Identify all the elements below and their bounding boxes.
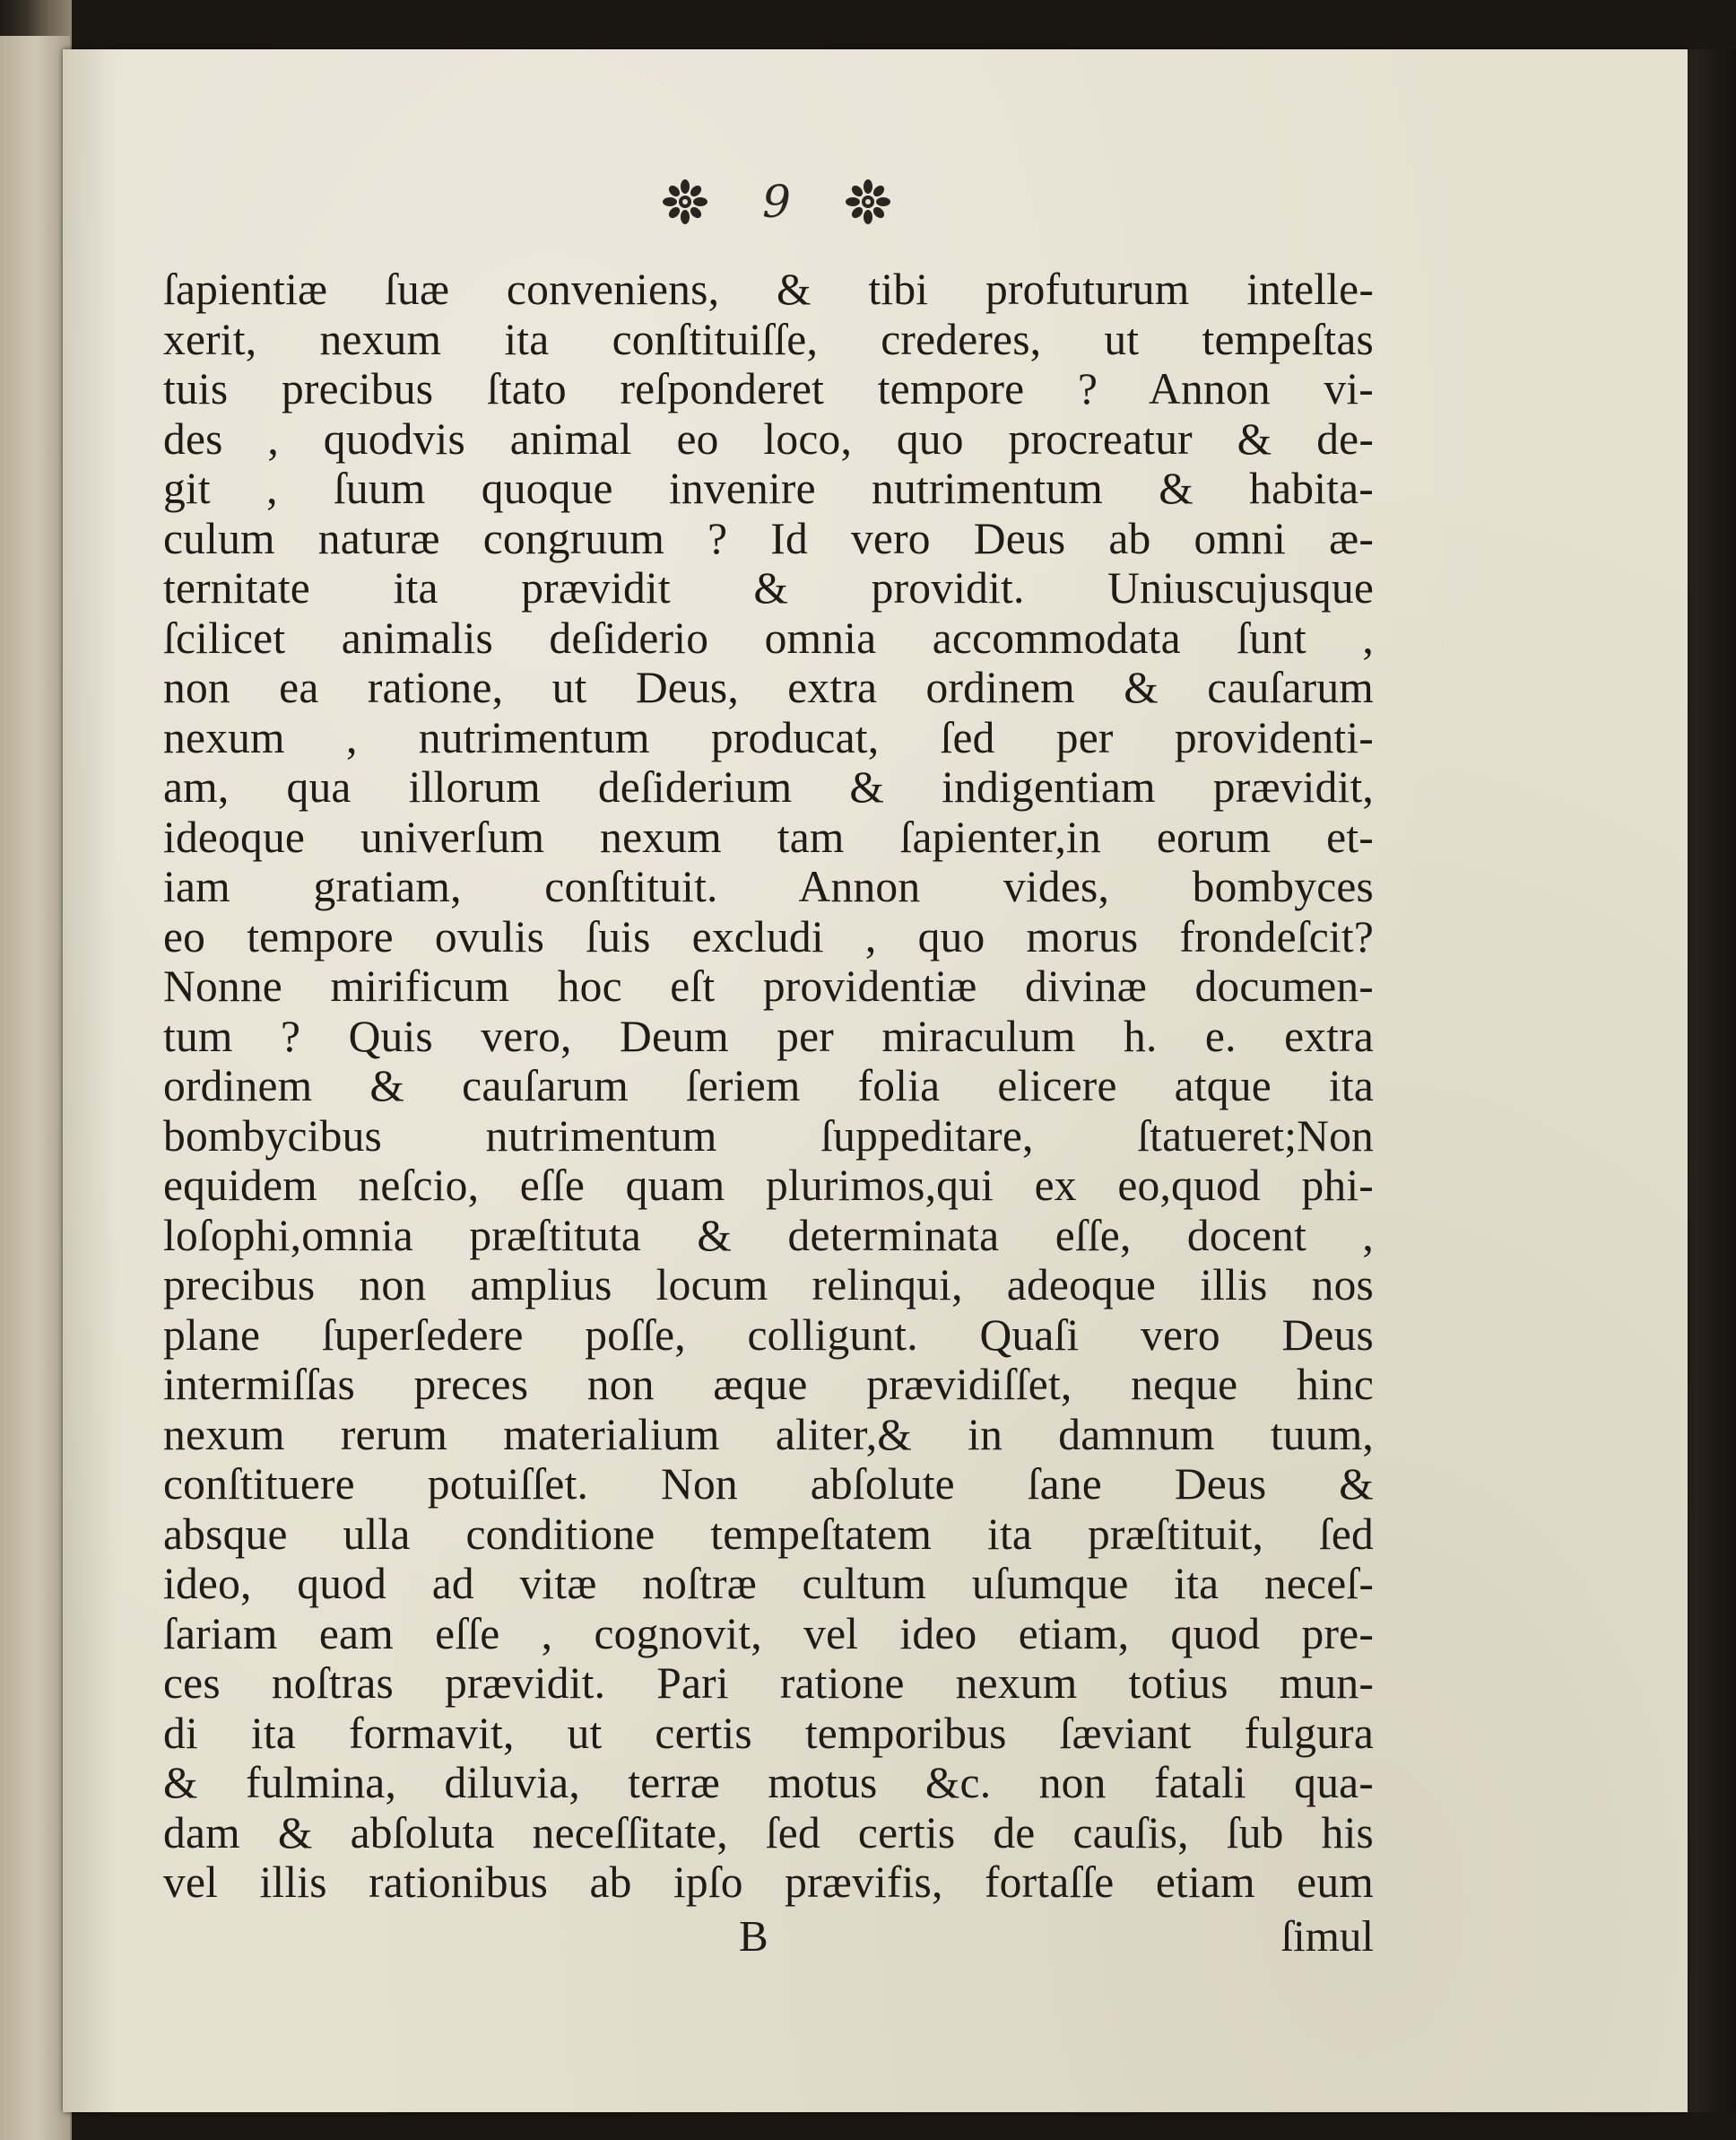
text-line: am, qua illorum deſiderium & indigentiam prævidit,	[163, 762, 1374, 812]
text-line: equidem neſcio, eſſe quam plurimos,qui ex eo,quod phi-	[163, 1161, 1374, 1210]
text-line: ideoque univerſum nexum tam ſapienter,in eorum et-	[163, 812, 1374, 862]
book-page	[63, 49, 1688, 2112]
page-number: 9	[762, 176, 791, 228]
text-line: Nonne mirificum hoc eſt providentiæ divinæ documen-	[163, 961, 1374, 1011]
text-line: dam & abſoluta neceſſitate, ſed certis de cauſis, ſub his	[163, 1807, 1374, 1857]
text-line: ideo, quod ad vitæ noſtræ cultum uſumque ita neceſ-	[163, 1559, 1374, 1608]
text-line: loſophi,omnia præſtituta & determinata eſſe, docent ,	[163, 1210, 1374, 1260]
text-line: nexum rerum materialium aliter,& in damnum tuum,	[163, 1409, 1374, 1459]
text-line: eo tempore ovulis ſuis excludi , quo morus frondeſcit?	[163, 911, 1374, 961]
body-text	[163, 265, 1374, 1908]
text-line: ſapientiæ ſuæ conveniens, & tibi profuturum intelle-	[163, 265, 1374, 314]
text-line: ſariam eam eſſe , cognovit, vel ideo etiam, quod pre-	[163, 1608, 1374, 1658]
text-line: di ita formavit, ut certis temporibus ſæviant fulgura	[163, 1708, 1374, 1758]
text-line: ordinem & cauſarum ſeriem folia elicere atque ita	[163, 1061, 1374, 1110]
text-line: non ea ratione, ut Deus, extra ordinem & cauſarum	[163, 663, 1374, 712]
text-line: nexum , nutrimentum producat, ſed per providenti-	[163, 712, 1374, 762]
text-line: tum ? Quis vero, Deum per miraculum h. e. extra	[163, 1011, 1374, 1061]
facing-page-edge	[0, 36, 70, 2140]
text-line: iam gratiam, conſtituit. Annon vides, bombyces	[163, 862, 1374, 911]
flower-ornament-icon	[662, 178, 708, 225]
text-line: culum naturæ congruum ? Id vero Deus ab omni æ-	[163, 513, 1374, 563]
signature-mark: B	[739, 1911, 768, 1961]
text-line: ternitate ita prævidit & providit. Uniuscujusque	[163, 563, 1374, 613]
text-line: tuis precibus ſtato reſponderet tempore ? Annon vi-	[163, 364, 1374, 413]
flower-ornament-icon	[845, 178, 891, 225]
text-line: absque ulla conditione tempeſtatem ita præſtituit, ſed	[163, 1509, 1374, 1559]
text-line: ces noſtras prævidit. Pari ratione nexum totius mun-	[163, 1658, 1374, 1708]
text-line: vel illis rationibus ab ipſo prævifis, fortaſſe etiam eum	[163, 1857, 1374, 1907]
text-line: intermiſſas preces non æque prævidiſſet, neque hinc	[163, 1360, 1374, 1409]
text-line: des , quodvis animal eo loco, quo procreatur & de-	[163, 413, 1374, 464]
text-line: conſtituere potuiſſet. Non abſolute ſane Deus &	[163, 1459, 1374, 1509]
text-line: bombycibus nutrimentum ſuppeditare, ſtatueret;Non	[163, 1110, 1374, 1161]
catchword: ſimul	[1280, 1911, 1374, 1961]
text-line: precibus non amplius locum relinqui, adeoque illis nos	[163, 1260, 1374, 1309]
text-line: & fulmina, diluvia, terræ motus &c. non fatali qua-	[163, 1758, 1374, 1807]
book-edge-shadow	[1686, 49, 1736, 2112]
page-footer	[163, 1910, 1374, 1964]
text-line: plane ſuperſedere poſſe, colligunt. Quaſi vero Deus	[163, 1309, 1374, 1360]
text-line: xerit, nexum ita conſtituiſſe, crederes, ut tempeſtas	[163, 314, 1374, 364]
text-line: ſcilicet animalis deſiderio omnia accommodata ſunt ,	[163, 613, 1374, 663]
page-header	[0, 157, 1589, 247]
text-line: git , ſuum quoque invenire nutrimentum & habita-	[163, 464, 1374, 513]
